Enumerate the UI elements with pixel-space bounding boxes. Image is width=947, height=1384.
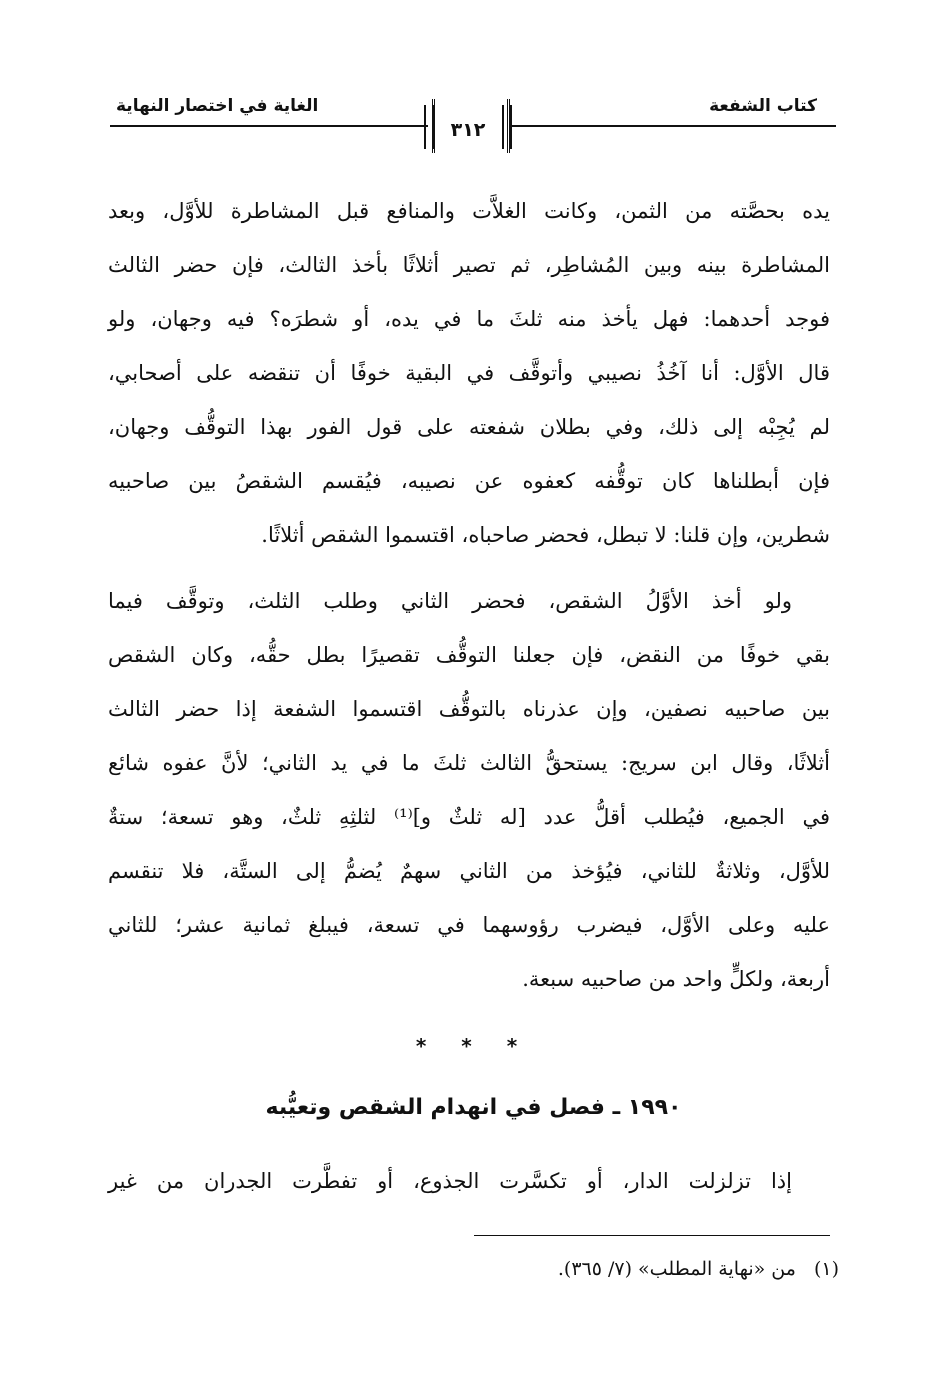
text-line: شطرين، وإن قلنا: لا تبطل، فحضر صاحباه، اقتسموا الشقص أثلاثًا. [261,523,830,547]
text-line: عليه وعلى الأوَّل، فيضرب رؤوسهما في تسعة، فيبلغ ثمانية عشر؛ للثاني [108,913,830,937]
running-header-work-title: الغاية في اختصار النهاية [116,96,319,116]
text-line: فإن أبطلناها كان توقُّفه كعفوه عن نصيبه، فيُقسم الشقصُ بين صاحبيه [108,469,830,493]
text-line: أربعة، ولكلٍّ واحد من صاحبيه سبعة. [522,967,830,991]
text-line: بقي خوفًا من النقض، فإن جعلنا التوقُّف تقصيرًا بطل حقُّه، وكان الشقص [108,643,830,667]
main-text [108,184,830,1006]
section-text [108,1154,830,1208]
page-number-frame [422,99,514,155]
text-line: لم يُجِبْه إلى ذلك، وفي بطلان شفعته على قول الفور بهذا التوقُّف وجهان، [108,415,830,439]
text-line: للأوَّل، وثلاثةٌ للثاني، فيُؤخذ من الثاني سهمٌ يُضمُّ إلى الستَّة، فلا تنقسم [108,859,830,883]
footnote-1 [558,1258,839,1280]
paragraph-1 [108,184,830,562]
running-header-book-title: كتاب الشفعة [709,96,817,116]
text-line: أثلاثًا، وقال ابن سريج: يستحقُّ الثالث ثلثَ ما في يد الثاني؛ لأنَّ عفوه شائع [108,751,830,775]
section-separator: * * * [415,1034,532,1058]
text-line: بين صاحبيه نصفين، وإن عذرناه بالتوقُّف اقتسموا الشفعة إذا حضر الثالث [108,697,830,721]
text-line: إذا تزلزلت الدار، أو تكسَّرت الجذوع، أو تفطَّرت الجدران من غير [108,1169,792,1193]
section-heading: ١٩٩٠ ـ فصل في انهدام الشقص وتعيُّبه [265,1095,682,1120]
section-paragraph [108,1154,830,1208]
footnote-text: من «نهاية المطلب» (٧/ ٣٦٥). [557,1258,796,1280]
text-line: قال الأوَّل: أنا آخُذُ نصيبي وأتوقَّف في البقية خوفًا أن تنقضه على أصحابي، [108,361,830,385]
page-number: ٣١٢ [450,119,486,141]
text-line: فوجد أحدهما: فهل يأخذ منه ثلثَ ما في يده، أو شطرَه؟ فيه وجهان، ولو [108,307,830,331]
text-line: يده بحصَّته من الثمن، وكانت الغلاَّت والمنافع قبل المشاطرة للأوَّل، وبعد [108,199,830,223]
text-line: المشاطرة بينه وبين المُشاطِر، ثم تصير أثلاثًا بأخذ الثالث، فإن حضر الثالث [108,253,830,277]
footnote-number: (١) [813,1258,839,1280]
header-rule-left [110,125,428,127]
header-rule-right [510,125,836,127]
paragraph-2 [108,574,830,1006]
footnote-rule [474,1235,830,1236]
text-line: في الجميع، فيُطلب أقلُّ عدد [له ثلثٌ و]⁽¹⁾ لثلثِهِ ثلثٌ، وهو تسعة؛ ستةٌ [108,805,830,829]
text-line: ولو أخذ الأوَّلُ الشقص، فحضر الثاني وطلب الثلث، وتوقَّف فيما [108,589,792,613]
